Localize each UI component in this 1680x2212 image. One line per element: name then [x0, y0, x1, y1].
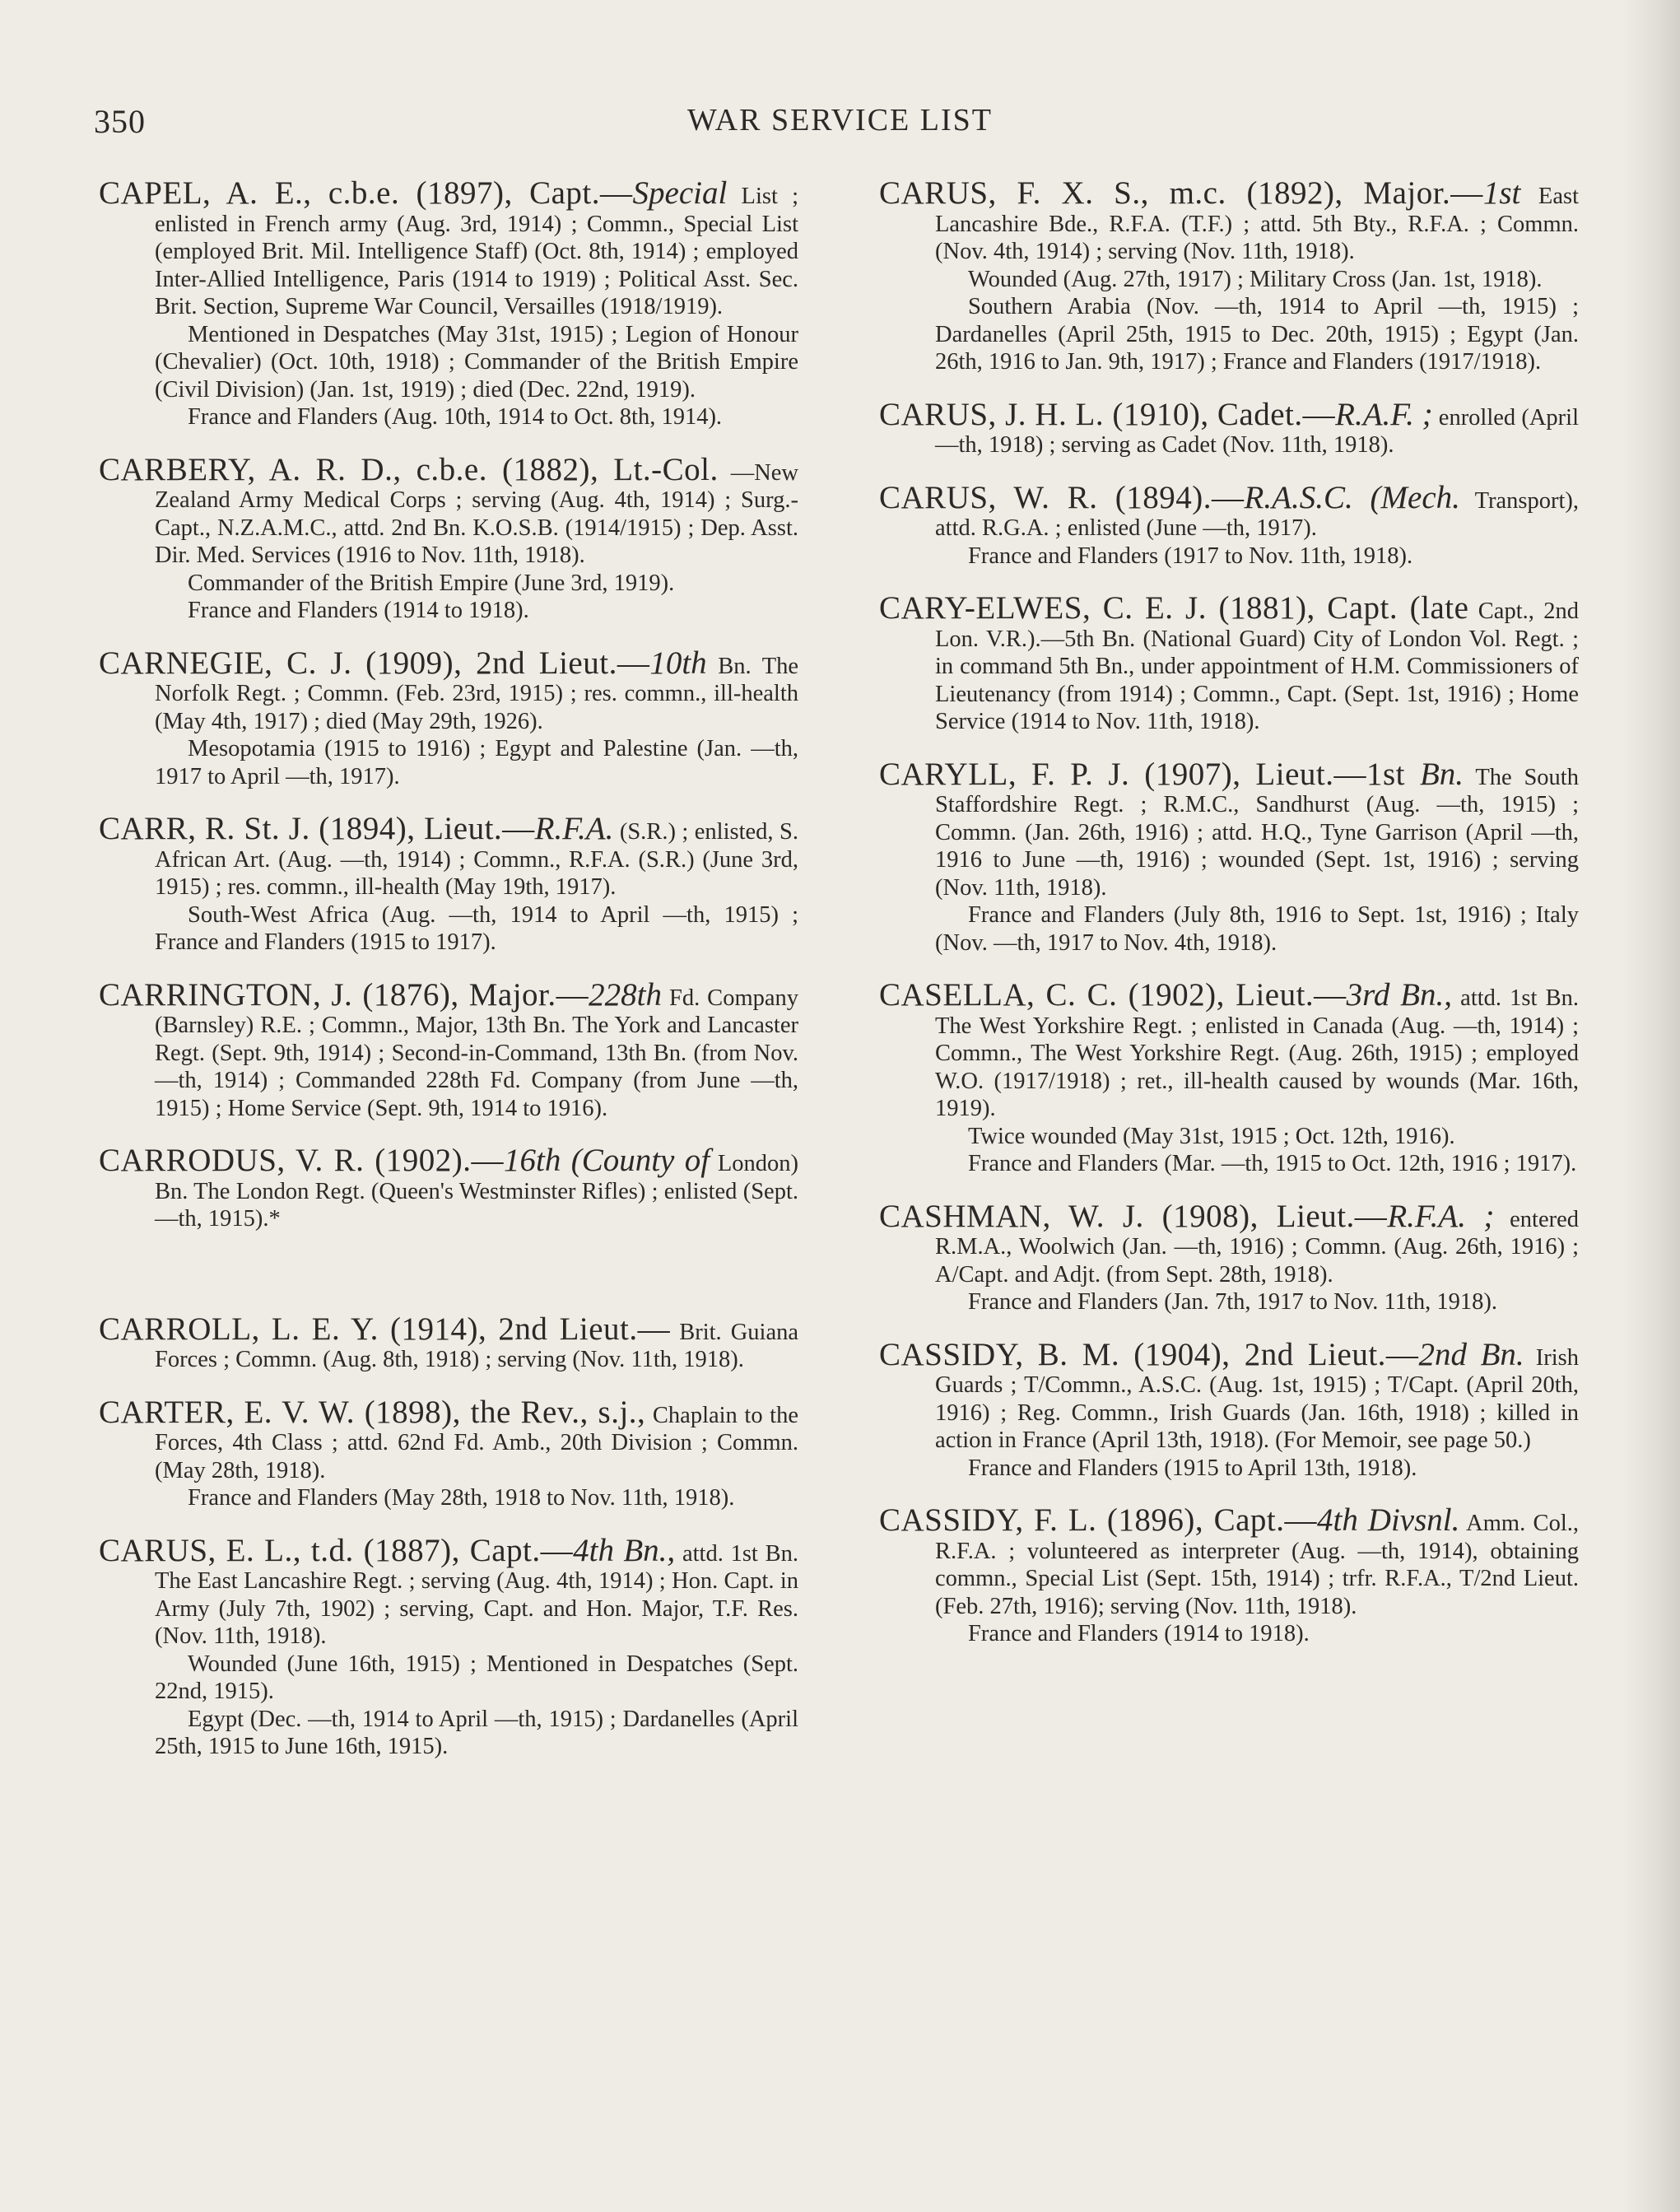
service-entry [879, 1198, 1579, 1316]
entry-name: CARR, R. St. J. (1894), Lieut.— [99, 811, 535, 846]
entry-subparagraph: Egypt (Dec. —th, 1914 to April —th, 1915) ; Dardanelles (April 25th, 1915 to June 16th, 1915). [155, 1706, 798, 1759]
entry-main [99, 976, 799, 1123]
entry-detail: enrolled (April —th, 1918) ; serving as Cadet (Nov. 11th, 1918). [935, 404, 1579, 458]
entry-subparagraph: France and Flanders (Jan. 7th, 1917 to Nov. 11th, 1918). [968, 1289, 1497, 1315]
service-entry [99, 175, 798, 431]
entry-subparagraph: Commander of the British Empire (June 3rd, 1919). [188, 570, 675, 596]
entry-subparagraph: Mentioned in Despatches (May 31st, 1915) ; Legion of Honour (Chevalier) (Oct. 10th, 1918) ; Commander of the British Empire (Civil Division) (Jan. 1st, 1919) ; died (Dec. 22nd, 1919). [155, 321, 798, 403]
right-column [879, 175, 1580, 1673]
entry-subparagraph: Wounded (Aug. 27th, 1917) ; Military Cross (Jan. 1st, 1918). [968, 266, 1543, 292]
left-column [99, 175, 799, 1786]
entry-detail: Chaplain to the Forces, 4th Class ; attd. 62nd Fd. Amb., 20th Division ; Commn. (May 28th, 1918). [155, 1402, 798, 1483]
page-binding-shadow [1622, 0, 1680, 2212]
entry-subparagraph: Wounded (June 16th, 1915) ; Mentioned in Despatches (Sept. 22nd, 1915). [155, 1651, 798, 1704]
page-number: 350 [94, 103, 146, 140]
entry-name: CARUS, F. X. S., m.c. (1892), Major.— [879, 175, 1483, 211]
entry-subparagraph: South-West Africa (Aug. —th, 1914 to April —th, 1915) ; France and Flanders (1915 to 1917). [155, 901, 798, 955]
entry-name: CASSIDY, F. L. (1896), Capt.— [879, 1502, 1317, 1538]
entry-detail: entered R.M.A., Woolwich (Jan. —th, 1916) ; Commn. (Aug. 26th, 1916) ; A/Capt. and Adjt. (from Sept. 28th, 1918). [935, 1206, 1579, 1288]
entry-subparagraph: France and Flanders (1914 to 1918). [188, 598, 529, 623]
entry-main [99, 451, 799, 570]
service-entry [99, 811, 798, 957]
running-head: WAR SERVICE LIST [687, 103, 993, 137]
service-entry [99, 1143, 798, 1233]
service-entry [879, 479, 1579, 570]
service-entry [99, 1311, 798, 1374]
service-entry [879, 1502, 1579, 1648]
entry-name: CARNEGIE, C. J. (1909), 2nd Lieut.— [99, 645, 650, 681]
entry-name: CARBERY, A. R. D., c.b.e. (1882), Lt.-Col. [99, 451, 719, 487]
service-entry [99, 451, 799, 625]
entry-unit-italic: R.F.A. [534, 811, 614, 846]
entry-main [99, 1143, 798, 1233]
entry-unit-italic: 1st [1482, 175, 1521, 211]
entry-detail: London) Bn. The London Regt. (Queen's Westminster Rifles) ; enlisted (Sept. —th, 1915).* [155, 1151, 798, 1232]
entry-name: CARRODUS, V. R. (1902).— [99, 1143, 504, 1178]
entry-detail: Transport), attd. R.G.A. ; enlisted (June —th, 1917). [935, 487, 1579, 541]
entry-unit-italic: R.A.F. ; [1335, 396, 1433, 432]
column-gap [99, 1258, 798, 1316]
service-entry [879, 977, 1579, 1178]
entry-main [99, 1394, 798, 1485]
service-entry [99, 1394, 798, 1512]
entry-detail: Amm. Col., R.F.A. ; volunteered as interpreter (Aug. —th, 1914), obtaining commn., Special List (Sept. 15th, 1914) ; trfr. R.F.A., T/2nd Lieut.(Feb. 27th, 1916); serving (Nov. 11th, 1918). [935, 1511, 1579, 1619]
entry-detail: Bn. The Norfolk Regt. ; Commn. (Feb. 23rd, 1915) ; res. commn., ill-health (May 4th, 1917) ; died (May 29th, 1926). [155, 653, 799, 734]
entry-unit-italic: 3rd Bn., [1346, 977, 1453, 1013]
entry-unit-italic: 228th [589, 976, 662, 1013]
entry-unit-italic: R.F.A. ; [1387, 1198, 1495, 1234]
entry-detail: Brit. Guiana Forces ; Commn. (Aug. 8th, 1918) ; serving (Nov. 11th, 1918). [155, 1319, 798, 1372]
entry-subparagraph: France and Flanders (Aug. 10th, 1914 to Oct. 8th, 1914). [188, 404, 723, 430]
entry-main [879, 175, 1579, 266]
entry-subparagraph: Southern Arabia (Nov. —th, 1914 to April —th, 1915) ; Dardanelles (April 25th, 1915 to Dec. 20th, 1915) ; Egypt (Jan. 26th, 1916 to Jan. 9th, 1917) ; France and Flanders (1917/1918). [935, 294, 1579, 375]
entry-name: CASELLA, C. C. (1902), Lieut.— [879, 977, 1347, 1013]
entry-name: CARYLL, F. P. J. (1907), Lieut.—1st [879, 756, 1420, 792]
entry-subparagraph: France and Flanders (May 28th, 1918 to Nov. 11th, 1918). [188, 1485, 735, 1511]
entry-unit-italic: Bn. [1419, 756, 1464, 792]
entry-main [879, 1336, 1579, 1455]
entry-detail: attd. 1st Bn. The West Yorkshire Regt. ; enlisted in Canada (Aug. —th, 1914) ; Commn., The West Yorkshire Regt. (Aug. 26th, 1915) ; employed W.O. (1917/1918) ; ret., ill-health caused by wounds (Mar. 16th, 1919). [935, 985, 1579, 1121]
entry-subparagraph: France and Flanders (1917 to Nov. 11th, 1918). [968, 543, 1413, 569]
service-entry [879, 175, 1579, 376]
entry-name: CARTER, E. V. W. (1898), the Rev., s.j., [99, 1394, 646, 1430]
service-entry [99, 1532, 798, 1761]
entry-main [879, 396, 1579, 459]
entry-subparagraph: France and Flanders (1915 to April 13th, 1918). [968, 1455, 1417, 1481]
entry-main [99, 1532, 798, 1651]
entry-detail: attd. 1st Bn. The East Lancashire Regt. ; serving (Aug. 4th, 1914) ; Hon. Capt. in Army (July 7th, 1902) ; serving, Capt. and Hon. Major, T.F. Res. (Nov. 11th, 1918). [155, 1540, 798, 1649]
entry-main [879, 756, 1579, 902]
entry-unit-italic: Special [632, 175, 728, 211]
entry-detail: Fd. Company (Barnsley) R.E. ; Commn., Major, 13th Bn. The York and Lancaster Regt. (Sept. 9th, 1914) ; Second-in-Command, 13th Bn. (from Nov. —th, 1914) ; Commanded 228th Fd. Company (from June —th, 1915) ; Home Service (Sept. 9th, 1914 to 1916). [155, 985, 799, 1121]
entry-unit-italic: 2nd Bn. [1418, 1336, 1524, 1372]
entry-main [99, 811, 798, 901]
entry-unit-italic: 16th (County of [503, 1143, 710, 1178]
entry-subparagraph: France and Flanders (1914 to 1918). [968, 1621, 1310, 1646]
entry-main [879, 479, 1579, 543]
entry-detail: Capt., 2nd Lon. V.R.).—5th Bn. (National Guard) City of London Vol. Regt. ; in command 5th Bn., under appointment of H.M. Commissioners of Lieutenancy (from 1914) ; Commn., Capt. (Sept. 1st, 1916) ; Home Service (1914 to Nov. 11th, 1918). [935, 598, 1580, 734]
entry-name: CARRINGTON, J. (1876), Major.— [99, 976, 589, 1013]
entry-name: CASSIDY, B. M. (1904), 2nd Lieut.— [879, 1336, 1419, 1372]
entry-detail: (S.R.) ; enlisted, S. African Art. (Aug. —th, 1914) ; Commn., R.F.A. (S.R.) (June 3rd, 1915) ; res. commn., ill-health (May 19th, 1917). [155, 819, 798, 900]
service-entry [879, 590, 1580, 736]
entry-unit-italic: R.A.S.C. (Mech. [1244, 479, 1460, 515]
entry-main [99, 645, 799, 736]
entry-detail: —New Zealand Army Medical Corps ; serving (Aug. 4th, 1914) ; Surg.-Capt., N.Z.A.M.C., attd. 2nd Bn. K.O.S.B. (1914/1915) ; Dep. Asst. Dir. Med. Services (1916 to Nov. 11th, 1918). [155, 459, 799, 568]
service-entry [879, 1336, 1579, 1483]
entry-subparagraph: Twice wounded (May 31st, 1915 ; Oct. 12th, 1916). [968, 1123, 1455, 1149]
entry-subparagraph: France and Flanders (July 8th, 1916 to Sept. 1st, 1916) ; Italy (Nov. —th, 1917 to Nov. 4th, 1918). [935, 902, 1579, 956]
entry-main [99, 175, 798, 321]
entry-main [879, 1198, 1579, 1289]
entry-subparagraph: France and Flanders (Mar. —th, 1915 to Oct. 12th, 1916 ; 1917). [968, 1151, 1577, 1176]
entry-main [879, 1502, 1579, 1620]
entry-name: CARUS, E. L., t.d. (1887), Capt.— [99, 1532, 574, 1568]
service-entry [99, 645, 799, 791]
entry-unit-italic: 4th Divsnl. [1317, 1502, 1460, 1538]
entry-main [99, 1311, 798, 1374]
entry-name: CARY-ELWES, C. E. J. (1881), Capt. (late [879, 590, 1469, 626]
service-entry [99, 976, 799, 1123]
entry-name: CARUS, W. R. (1894).— [879, 479, 1245, 515]
entry-name: CARUS, J. H. L. (1910), Cadet.— [879, 396, 1336, 432]
entry-detail: Irish Guards ; T/Commn., A.S.C. (Aug. 1st, 1915) ; T/Capt. (April 20th, 1916) ; Reg. Commn., Irish Guards (Jan. 16th, 1918) ; killed in action in France (April 13th, 1918). (For Memoir, see page 50.) [935, 1344, 1579, 1453]
entry-name: CASHMAN, W. J. (1908), Lieut.— [879, 1198, 1388, 1234]
entry-main [879, 590, 1580, 736]
entry-detail: The South Staffordshire Regt. ; R.M.C., Sandhurst (Aug. —th, 1915) ; Commn. (Jan. 26th, 1916) ; attd. H.Q., Tyne Garrison (April —th, 1916 to June —th, 1916) ; wounded (Sept. 1st, 1916) ; serving (Nov. 11th, 1918). [935, 764, 1579, 901]
service-entry [879, 396, 1579, 459]
entry-name: CAPEL, A. E., c.b.e. (1897), Capt.— [99, 175, 633, 211]
entry-main [879, 977, 1579, 1123]
entry-subparagraph: Mesopotamia (1915 to 1916) ; Egypt and Palestine (Jan. —th, 1917 to April —th, 1917). [155, 736, 798, 789]
entry-name: CARROLL, L. E. Y. (1914), 2nd Lieut.— [99, 1311, 671, 1347]
entry-detail: East Lancashire Bde., R.F.A. (T.F.) ; attd. 5th Bty., R.F.A. ; Commn. (Nov. 4th, 1914) ; serving (Nov. 11th, 1918). [935, 184, 1579, 264]
entry-unit-italic: 10th [649, 645, 707, 681]
entry-unit-italic: 4th Bn., [573, 1532, 676, 1568]
entry-detail: List ; enlisted in French army (Aug. 3rd, 1914) ; Commn., Special List (employed Brit. Mil. Intelligence Staff) (Oct. 8th, 1914) ; employed Inter-Allied Intelligence, Paris (1914 to 1919) ; Political Asst. Sec. Brit. Section, Supreme War Council, Versailles (1918/1919). [155, 184, 798, 319]
service-entry [879, 756, 1579, 957]
